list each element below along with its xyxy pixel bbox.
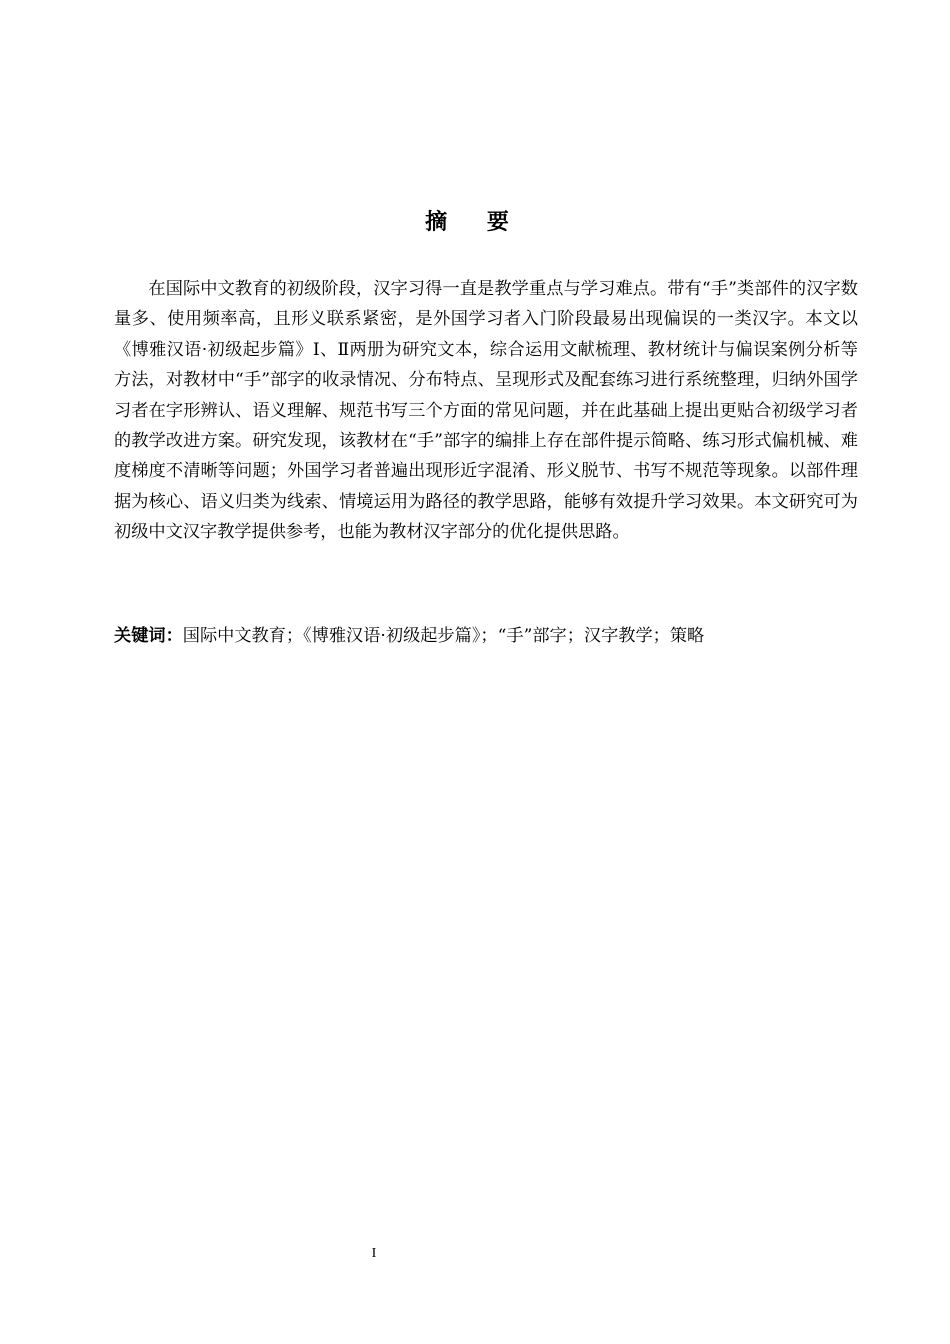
page-number: I: [371, 1246, 377, 1261]
abstract-title: 摘 要: [425, 210, 525, 235]
keywords-line: [114, 621, 858, 651]
keywords-label: 关键词：: [114, 626, 183, 646]
keywords-text: 国际中文教育；《博雅汉语·初级起步篇》；“手”部字；汉字教学；策略: [182, 626, 705, 646]
abstract-body: 在国际中文教育的初级阶段，汉字习得一直是教学重点与学习难点。带有“手”类部件的汉字数量多、使用频率高，且形义联系紧密，是外国学习者入门阶段最易出现偏误的一类汉字。本文以《博雅汉语·初级起步篇》Ⅰ、Ⅱ两册为研究文本，综合运用文献梳理、教材统计与偏误案例分析等方法，对教材中“手”部字的收录情况、分布特点、呈现形式及配套练习进行系统整理，归纳外国学习者在字形辨认、语义理解、规范书写三个方面的常见问题，并在此基础上提出更贴合初级学习者的教学改进方案。研究发现，该教材在“手”部字的编排上存在部件提示简略、练习形式偏机械、难度梯度不清晰等问题；外国学习者普遍出现形近字混淆、形义脱节、书写不规范等现象。以部件理据为核心、语义归类为线索、情境运用为路径的教学思路，能够有效提升学习效果。本文研究可为初级中文汉字教学提供参考，也能为教材汉字部分的优化提供思路。: [114, 279, 858, 543]
